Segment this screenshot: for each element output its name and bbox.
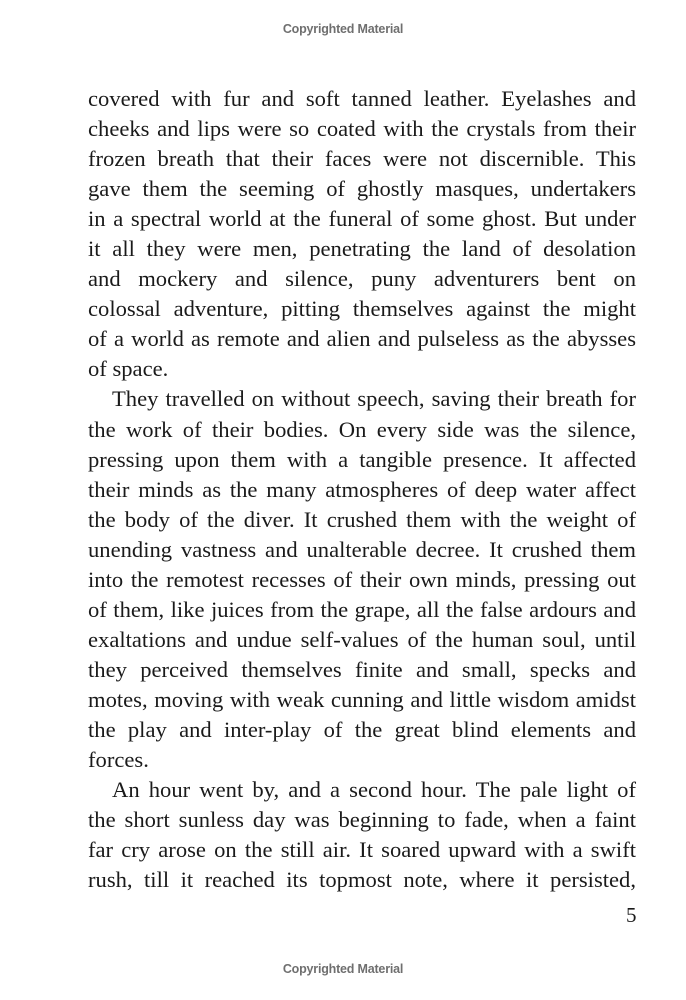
paragraph-2 bbox=[88, 384, 636, 775]
text-line: colossal adventure, pitting themselves against the might bbox=[88, 296, 636, 322]
text-line: the short sunless day was beginning to fade, when a faint bbox=[88, 807, 636, 833]
page-body-text bbox=[88, 84, 636, 895]
text-line: it all they were men, penetrating the land of desolation bbox=[88, 236, 636, 262]
text-line: They travelled on without speech, saving their breath for bbox=[112, 386, 636, 412]
paragraph-3 bbox=[88, 775, 636, 895]
copyright-watermark-bottom: Copyrighted Material bbox=[282, 962, 404, 976]
text-line: covered with fur and soft tanned leather. Eyelashes and bbox=[88, 86, 636, 111]
text-line: they perceived themselves finite and small, specks and bbox=[88, 656, 636, 682]
text-line: An hour went by, and a second hour. The pale light of bbox=[112, 777, 636, 803]
text-line: the work of their bodies. On every side was the silence, bbox=[88, 416, 636, 442]
text-line: forces. bbox=[88, 747, 149, 773]
copyright-watermark-top: Copyrighted Material bbox=[282, 22, 404, 36]
text-line: the body of the diver. It crushed them with the weight of bbox=[88, 506, 636, 532]
text-line: exaltations and undue self-values of the human soul, until bbox=[88, 626, 636, 652]
page-number: 5 bbox=[626, 903, 637, 927]
text-line: the play and inter-play of the great blind elements and bbox=[88, 716, 636, 742]
text-line: rush, till it reached its topmost note, where it persisted, bbox=[88, 867, 636, 893]
text-line: gave them the seeming of ghostly masques, undertakers bbox=[88, 176, 636, 202]
text-line: of space. bbox=[88, 356, 169, 382]
text-line: unending vastness and unalterable decree. It crushed them bbox=[88, 536, 636, 562]
text-line: in a spectral world at the funeral of some ghost. But under bbox=[88, 206, 636, 232]
text-line: into the remotest recesses of their own minds, pressing out bbox=[88, 566, 636, 592]
text-line: and mockery and silence, puny adventurers bent on bbox=[88, 266, 636, 292]
text-line: their minds as the many atmospheres of deep water affect bbox=[88, 476, 636, 502]
text-line: far cry arose on the still air. It soared upward with a swift bbox=[88, 837, 636, 863]
text-line: motes, moving with weak cunning and little wisdom amidst bbox=[88, 686, 636, 712]
text-line: of them, like juices from the grape, all the false ardours and bbox=[88, 596, 636, 622]
text-line: of a world as remote and alien and pulseless as the abysses bbox=[88, 326, 636, 352]
text-line: pressing upon them with a tangible presence. It affected bbox=[88, 446, 636, 472]
text-line: cheeks and lips were so coated with the crystals from their bbox=[88, 116, 636, 142]
text-line: frozen breath that their faces were not discernible. This bbox=[88, 146, 636, 172]
paragraph-1 bbox=[88, 84, 636, 384]
